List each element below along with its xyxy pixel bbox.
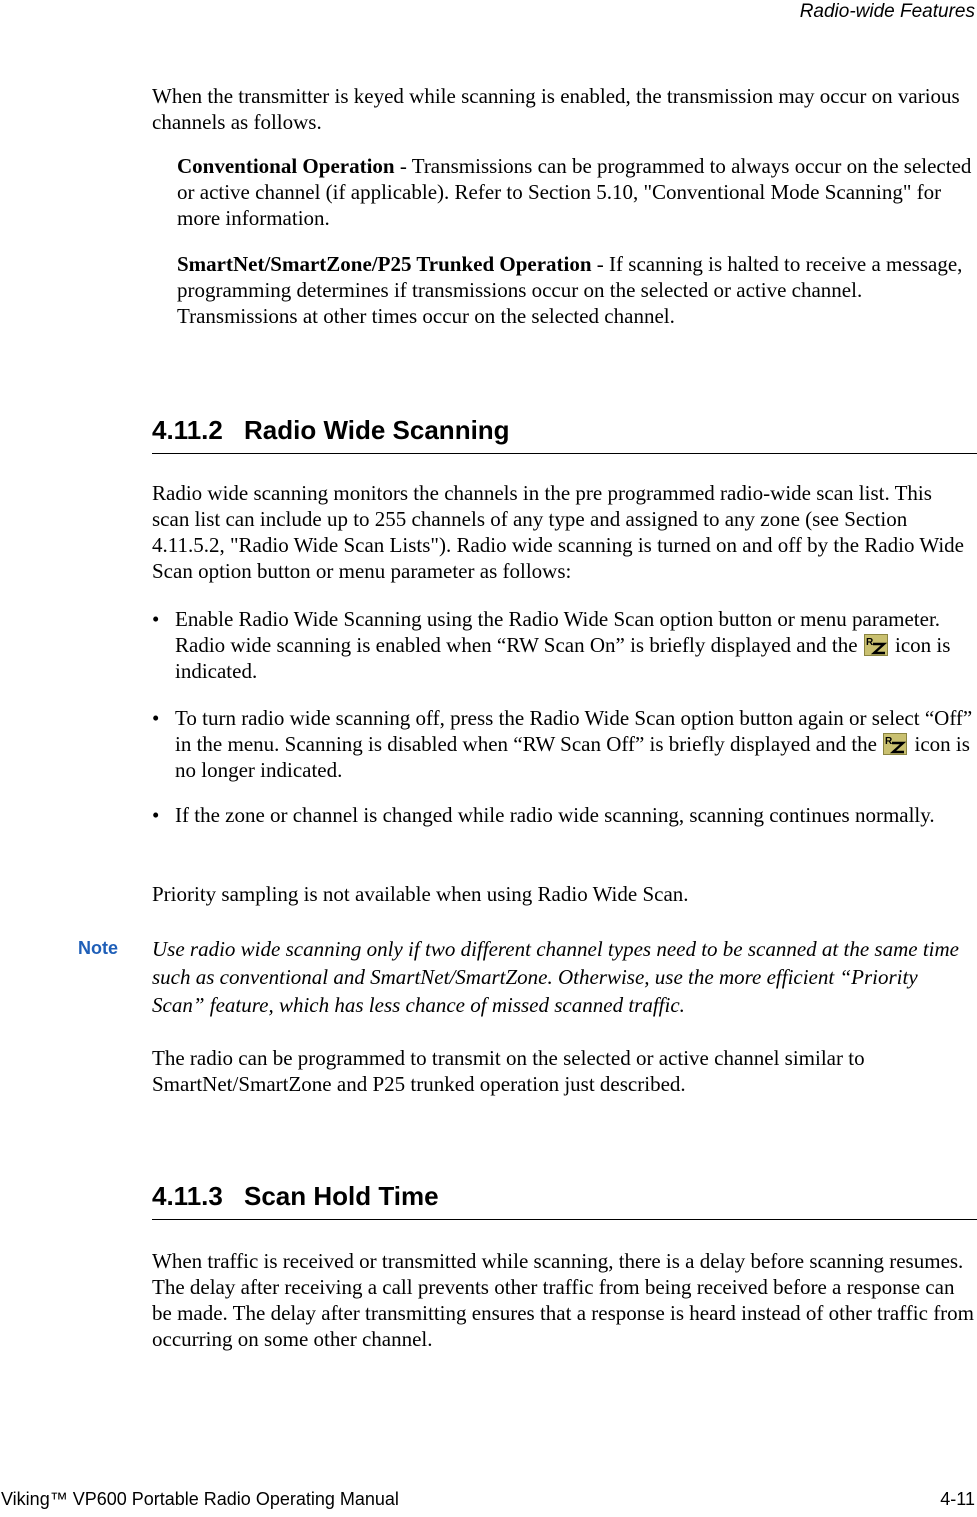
bullet-marker: •	[152, 706, 160, 730]
radio-wide-scan-icon	[864, 634, 888, 656]
priority-sampling-paragraph: Priority sampling is not available when using Radio Wide Scan.	[152, 882, 689, 906]
bullet-text: To turn radio wide scanning off, press the Radio Wide Scan option button again or select “Off” in the menu. Scanning is disabled when “RW Scan Off” is briefly displayed and the	[175, 706, 973, 756]
bullet-item	[152, 606, 974, 684]
section-title: Scan Hold Time	[244, 1181, 439, 1211]
svg-text:R: R	[885, 736, 893, 747]
footer-manual-title: Viking™ VP600 Portable Radio Operating Manual	[1, 1489, 399, 1509]
transmit-paragraph: The radio can be programmed to transmit on the selected or active channel similar to SmartNet/SmartZone and P25 trunked operation just described.	[152, 1046, 865, 1096]
running-header: Radio-wide Features	[799, 1, 975, 22]
bullet-item	[152, 802, 974, 828]
trunked-operation-text: - If scanning is halted to receive a message, programming determines if transmissions occur on the selected or active channel. Transmissions at other times occur on the selected channel.	[177, 252, 963, 328]
note-text: Use radio wide scanning only if two different channel types need to be scanned at the same time such as conventional and SmartNet/SmartZone. Otherwise, use the more efficient “Priority Scan” feature, which has less chance of missed scanned traffic.	[152, 937, 959, 1017]
intro-paragraph: When the transmitter is keyed while scanning is enabled, the transmission may occur on various channels as follows.	[152, 84, 960, 134]
footer-page-number: 4-11	[940, 1489, 975, 1509]
bullet-text-tail: icon is no longer indicated.	[175, 732, 970, 782]
trunked-operation-label: SmartNet/SmartZone/P25 Trunked Operation	[177, 252, 592, 276]
trunked-operation-paragraph	[177, 251, 974, 329]
section-title: Radio Wide Scanning	[244, 415, 510, 445]
section-heading-4-11-2	[152, 413, 977, 454]
scan-hold-time-paragraph: When traffic is received or transmitted while scanning, there is a delay before scanning resumes. The delay after receiving a call prevents other traffic from being received before a response can be made. The delay after transmitting ensures that a response is heard instead of other traffic from occurring on some other channel.	[152, 1249, 975, 1351]
section-heading-4-11-3	[152, 1179, 977, 1220]
bullet-text: Enable Radio Wide Scanning using the Radio Wide Scan option button or menu parameter. Radio wide scanning is enabled when “RW Scan On” is briefly displayed and the	[175, 607, 941, 657]
conventional-operation-text: - Transmissions can be programmed to always occur on the selected or active channel (if applicable). Refer to Section 5.10, "Conventional Mode Scanning" for more information.	[177, 154, 972, 230]
radio-wide-scanning-paragraph: Radio wide scanning monitors the channels in the pre programmed radio-wide scan list. This scan list can include up to 255 channels of any type and assigned to any zone (see Section 4.11.5.2, "Radio Wide Scan Lists"). Radio wide scanning is turned on and off by the Radio Wide Scan option button or menu parameter as follows:	[152, 481, 964, 583]
bullet-text: If the zone or channel is changed while radio wide scanning, scanning continues normally.	[175, 803, 935, 827]
conventional-operation-label: Conventional Operation	[177, 154, 395, 178]
bullet-text-tail: icon is indicated.	[175, 633, 951, 683]
section-number: 4.11.2	[152, 415, 223, 445]
section-number: 4.11.3	[152, 1181, 223, 1211]
note-label: Note	[78, 938, 118, 958]
bullet-marker: •	[152, 803, 160, 827]
bullet-item	[152, 705, 974, 783]
conventional-operation-paragraph	[177, 153, 974, 231]
svg-text:R: R	[865, 637, 874, 648]
bullet-marker: •	[152, 607, 160, 631]
radio-wide-scan-icon	[883, 733, 907, 755]
